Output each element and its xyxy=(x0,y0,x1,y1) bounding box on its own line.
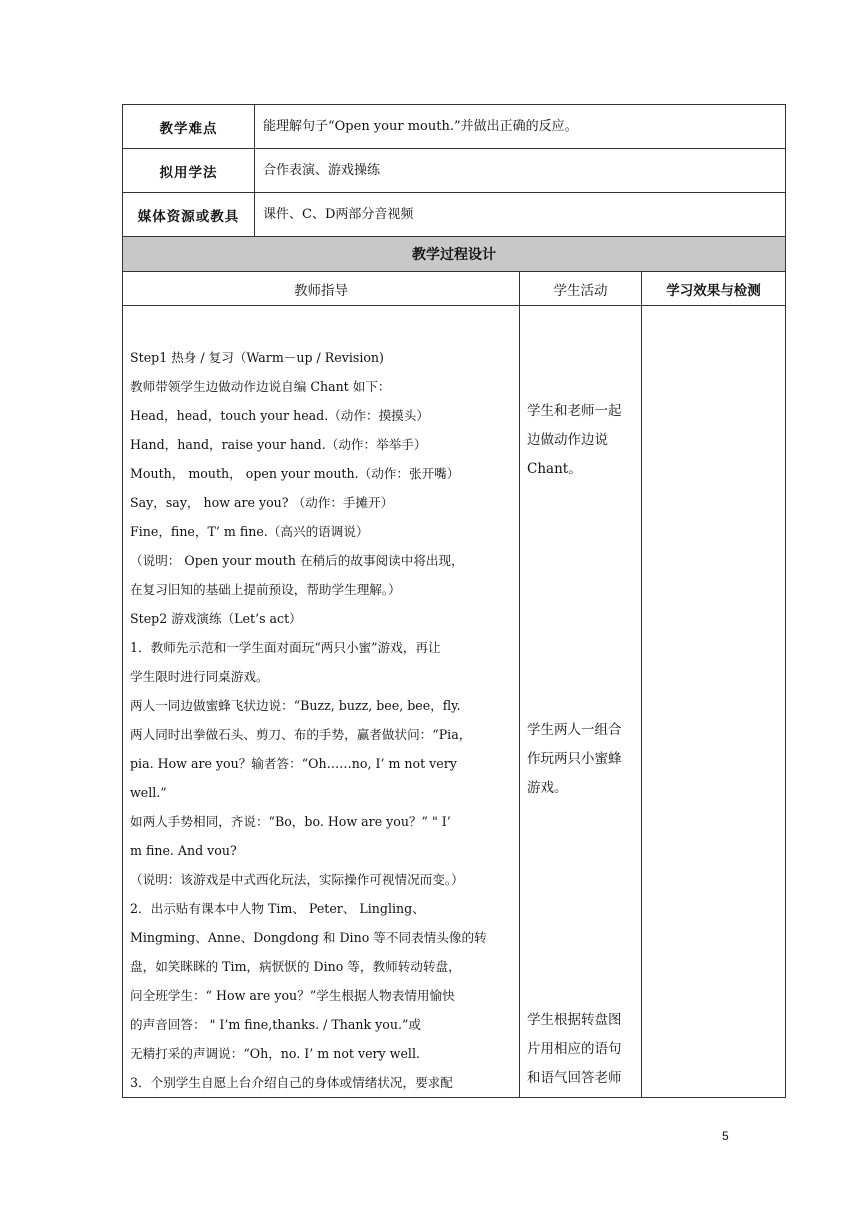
student-line: 学生根据转盘图 xyxy=(527,1012,622,1028)
teacher-line: pia. How are you？输者答：“Oh……no, I’ m not very xyxy=(130,756,457,771)
teacher-line: Mingming、Anne、Dongdong 和 Dino 等不同表情头像的转 xyxy=(130,930,487,945)
student-activity-block-3 xyxy=(527,1006,637,1093)
assessment-cell xyxy=(642,306,786,1098)
difficulty-label: 教学难点 xyxy=(123,105,255,149)
student-line: Chant。 xyxy=(527,461,582,477)
teacher-guidance-text xyxy=(123,306,519,1097)
method-value: 合作表演、游戏操练 xyxy=(255,149,786,193)
teacher-line: 在复习旧知的基础上提前预设，帮助学生理解。） xyxy=(130,582,401,597)
student-activity-block-2 xyxy=(527,716,637,803)
student-line: 片用相应的语句 xyxy=(527,1041,622,1057)
student-line: 游戏。 xyxy=(527,780,568,796)
teacher-line: m fine. And vou? xyxy=(130,843,237,858)
row-process-body xyxy=(123,306,786,1098)
student-line: 边做动作边说 xyxy=(527,432,608,448)
teacher-guidance-cell xyxy=(123,306,520,1098)
teacher-line: Mouth， mouth， open your mouth.（动作：张开嘴） xyxy=(130,466,460,481)
col-header-assessment: 学习效果与检测 xyxy=(642,272,786,306)
teacher-line: 1．教师先示范和一学生面对面玩“两只小蜜”游戏，再让 xyxy=(130,640,441,655)
col-header-teacher: 教师指导 xyxy=(123,272,520,306)
teacher-line: 两人一同边做蜜蜂飞状边说：“Buzz, buzz, bee, bee，fly. xyxy=(130,698,461,713)
col-header-student: 学生活动 xyxy=(520,272,642,306)
teacher-line: Head，head，touch your head.（动作：摸摸头） xyxy=(130,408,429,423)
row-difficulty xyxy=(123,105,786,149)
teacher-line: Step1 热身 / 复习（Warm－up / Revision) xyxy=(130,350,384,365)
student-line: 作玩两只小蜜蜂 xyxy=(527,751,622,767)
teacher-line: 问全班学生：“ How are you？”学生根据人物表情用愉快 xyxy=(130,988,455,1003)
teacher-line: 的声音回答： " I’m fine,thanks. / Thank you.”或 xyxy=(130,1017,421,1032)
process-title: 教学过程设计 xyxy=(123,237,786,272)
teacher-line: 两人同时出拳做石头、剪刀、布的手势，赢者做状问：“Pia， xyxy=(130,727,472,742)
teacher-line: 盘，如笑眯眯的 Tim，病恹恹的 Dino 等，教师转动转盘， xyxy=(130,959,461,974)
teacher-line: 如两人手势相同，齐说：“Bo，bo. How are you？” " I’ xyxy=(130,814,451,829)
teacher-line: well.” xyxy=(130,785,167,800)
student-line: 和语气回答老师 xyxy=(527,1070,622,1086)
page-number: 5 xyxy=(722,1129,729,1143)
row-column-headers xyxy=(123,272,786,306)
media-value: 课件、C、D两部分音视频 xyxy=(255,193,786,237)
teacher-line: （说明：该游戏是中式西化玩法，实际操作可视情况而变。） xyxy=(130,872,464,887)
teacher-line: Fine，fine，T’ m fine.（高兴的语调说） xyxy=(130,524,369,539)
student-line: 学生两人一组合 xyxy=(527,722,622,738)
teacher-line: Say，say， how are you? （动作：手摊开） xyxy=(130,495,394,510)
student-activity-cell xyxy=(520,306,642,1098)
row-media xyxy=(123,193,786,237)
teacher-line: （说明： Open your mouth 在稍后的故事阅读中将出现， xyxy=(130,553,464,568)
teacher-line: 3．个别学生自愿上台介绍自己的身体或情绪状况，要求配 xyxy=(130,1075,453,1090)
student-activity-block-1 xyxy=(527,397,637,484)
lesson-plan-table xyxy=(122,104,786,1098)
teacher-line: 2．出示贴有课本中人物 Tim、 Peter、 Lingling、 xyxy=(130,901,425,916)
teacher-line: 教师带领学生边做动作边说自编 Chant 如下： xyxy=(130,379,391,394)
media-label: 媒体资源或教具 xyxy=(123,193,255,237)
row-process-title xyxy=(123,237,786,272)
method-label: 拟用学法 xyxy=(123,149,255,193)
teacher-line: 学生限时进行同桌游戏。 xyxy=(130,669,269,684)
teacher-line: Hand，hand，raise your hand.（动作：举举手） xyxy=(130,437,427,452)
row-method xyxy=(123,149,786,193)
teacher-line: Step2 游戏演练（Let’s act） xyxy=(130,611,302,626)
teacher-line: 无精打采的声调说：“Oh，no. I’ m not very well. xyxy=(130,1046,420,1061)
difficulty-value: 能理解句子“Open your mouth.”并做出正确的反应。 xyxy=(255,105,786,149)
student-line: 学生和老师一起 xyxy=(527,403,622,419)
